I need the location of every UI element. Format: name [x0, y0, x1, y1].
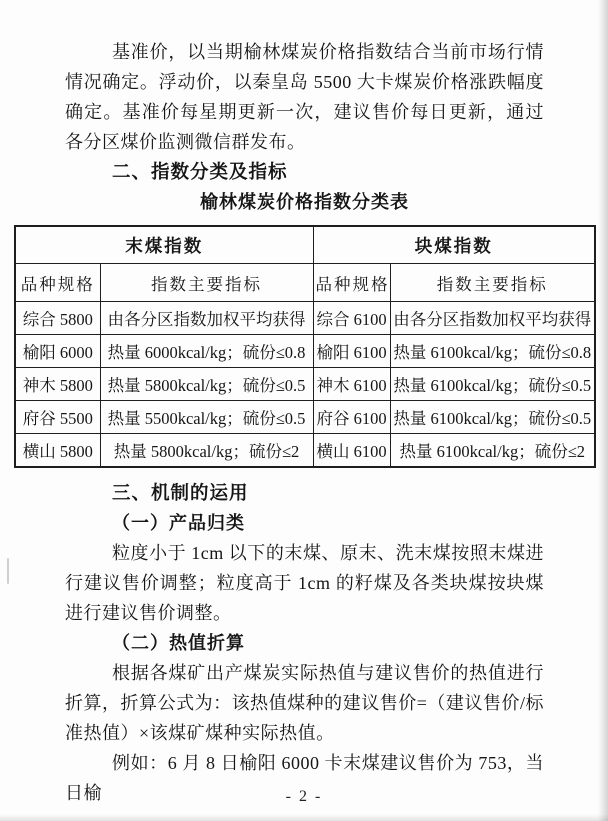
- table-row: [15, 302, 595, 335]
- table-cell: 热量 5800kcal/kg；硫份≤2: [100, 434, 313, 468]
- table-row: [15, 368, 595, 401]
- paragraph-base-price: 基准价，以当期榆林煤炭价格指数结合当前市场行情情况确定。浮动价，以秦皇岛 5500 大卡煤炭价格涨跌幅度确定。基准价每星期更新一次，建议售价每日更新，通过各分区煤价监测微信群发布。: [65, 42, 544, 152]
- column-header: 品种规格: [15, 264, 100, 302]
- paragraph-example: 例如：6 月 8 日榆阳 6000 卡末煤建议售价为 753，当日榆: [65, 753, 544, 803]
- table-cell: 热量 5500kcal/kg；硫份≤0.5: [100, 401, 313, 434]
- column-header: 指数主要指标: [100, 264, 313, 302]
- group-header-fine-coal: 末煤指数: [15, 226, 313, 264]
- table-cell: 热量 6000kcal/kg；硫份≤0.8: [100, 335, 313, 368]
- spacer: [65, 468, 544, 478]
- table-cell: 热量 6100kcal/kg；硫份≤0.5: [390, 401, 595, 434]
- table-row: [15, 434, 595, 468]
- section-3-heading: 三、机制的运用: [112, 482, 249, 503]
- subsection-1-heading: （一）产品归类: [112, 513, 245, 533]
- group-header-lump-coal: 块煤指数: [313, 226, 595, 264]
- page-number: - 2 -: [285, 788, 323, 805]
- table-cell: 神木 6100: [313, 368, 390, 401]
- table-row: [15, 335, 595, 368]
- table-cell: 横山 6100: [313, 434, 390, 468]
- table-cell: 热量 6100kcal/kg；硫份≤0.8: [390, 335, 595, 368]
- paragraph-product-classification: 粒度小于 1cm 以下的末煤、原末、洗末煤按照末煤进行建议售价调整；粒度高于 1cm 的籽煤及各类块煤按块煤进行建议售价调整。: [65, 543, 544, 623]
- subsection-2-heading: （二）热值折算: [112, 633, 245, 653]
- table-column-header-row: [15, 264, 595, 302]
- table-title: 榆林煤炭价格指数分类表: [200, 192, 409, 212]
- table-group-header-row: [15, 226, 595, 264]
- table-cell: 府谷 6100: [313, 401, 390, 434]
- table-cell: 府谷 5500: [15, 401, 100, 434]
- column-header: 指数主要指标: [390, 264, 595, 302]
- section-2-heading: 二、指数分类及指标: [112, 161, 288, 182]
- table-cell: 榆阳 6100: [313, 335, 390, 368]
- coal-price-index-table: [14, 225, 596, 468]
- table-cell: 热量 6100kcal/kg；硫份≤2: [390, 434, 595, 468]
- table-cell: 综合 5800: [15, 302, 100, 335]
- table-cell: 由各分区指数加权平均获得: [100, 302, 313, 335]
- table-cell: 综合 6100: [313, 302, 390, 335]
- table-cell: 横山 5800: [15, 434, 100, 468]
- scan-edge-shadow-bottom: [0, 814, 608, 821]
- table-cell: 由各分区指数加权平均获得: [390, 302, 595, 335]
- column-header: 品种规格: [313, 264, 390, 302]
- table-cell: 热量 6100kcal/kg；硫份≤0.5: [390, 368, 595, 401]
- table-row: [15, 401, 595, 434]
- table-cell: 榆阳 6000: [15, 335, 100, 368]
- paragraph-heat-value-conversion: 根据各煤矿出产煤炭实际热值与建议售价的热值进行折算，折算公式为：该热值煤种的建议售价=（建议售价/标准热值）×该煤矿煤种实际热值。: [65, 663, 544, 743]
- table-cell: 热量 5800kcal/kg；硫份≤0.5: [100, 368, 313, 401]
- table-cell: 神木 5800: [15, 368, 100, 401]
